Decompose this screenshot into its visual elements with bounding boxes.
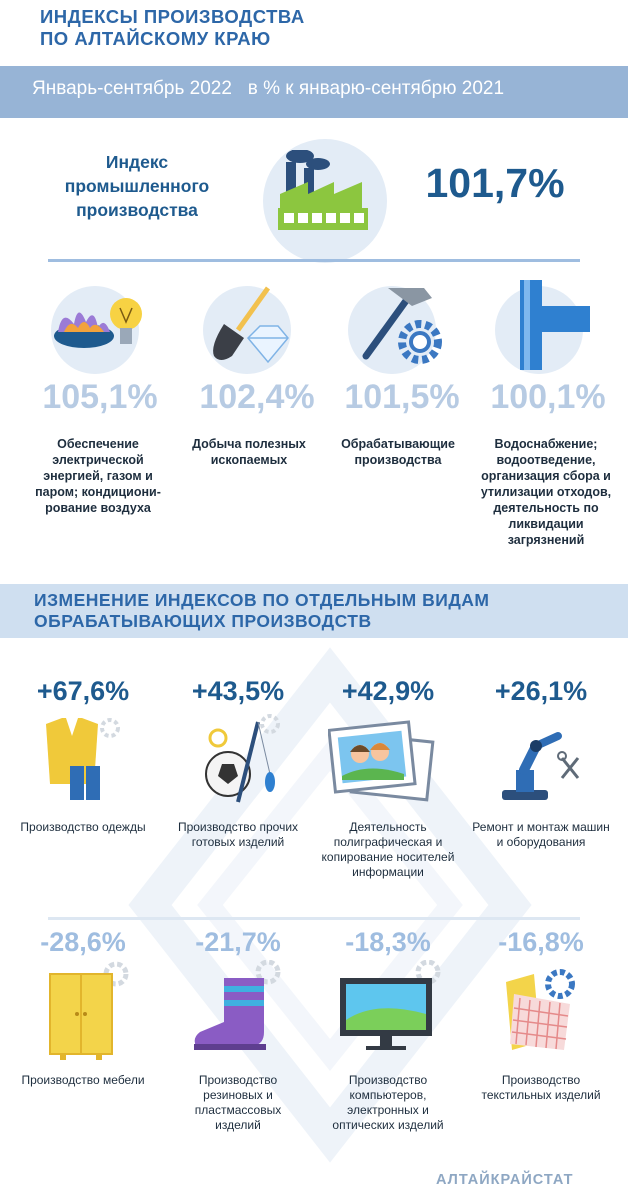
decrease-value: -21,7%: [195, 927, 281, 957]
industrial-index-label-line: производства: [76, 200, 198, 220]
section-label-line: Водоснабжение;: [494, 437, 598, 451]
robot-arm-icon: [496, 724, 588, 808]
decrease-label-line: электронных и: [347, 1103, 429, 1117]
increase-label-line: информации: [352, 865, 424, 879]
water-pipe-icon: [494, 280, 590, 370]
increase-label: [313, 820, 463, 880]
section-label: [174, 436, 324, 468]
section-label: [323, 436, 473, 468]
increase-value: +43,5%: [191, 676, 285, 706]
photo-print-icon: [328, 720, 438, 802]
increase-label-line: полиграфическая и: [333, 835, 443, 849]
increase-label-line: Ремонт и монтаж машин: [472, 820, 610, 834]
changes-title-line: ОБРАБАТЫВАЮЩИХ ПРОИЗВОДСТВ: [34, 611, 372, 631]
decrease-label-line: Производство: [501, 1073, 581, 1087]
increase-label-line: Деятельность: [349, 820, 427, 834]
section-label-line: энергией, газом и: [43, 469, 153, 483]
section-label-line: Обеспечение: [57, 437, 139, 451]
decrease-label: [8, 1073, 158, 1088]
decrease-label-line: пластмассовых: [194, 1103, 282, 1117]
section-label-line: Обрабатывающие: [341, 437, 455, 451]
section-label-line: загрязнений: [507, 533, 585, 547]
page-title: [40, 6, 305, 50]
decrease-label-line: изделий: [215, 1118, 261, 1132]
section-label-line: ликвидации: [508, 517, 584, 531]
decrease-label-line: Производство: [348, 1073, 428, 1087]
divider: [48, 917, 580, 920]
industrial-index-value: 101,7%: [425, 160, 565, 206]
changes-title: [34, 590, 490, 632]
textile-icon: [500, 964, 590, 1056]
decrease-label-line: компьютеров,: [349, 1088, 427, 1102]
increase-label-line: Производство прочих: [177, 820, 299, 834]
decrease-label: [313, 1073, 463, 1133]
decrease-label: [466, 1073, 616, 1103]
footer-brand: АЛТАЙКРАЙСТАТ: [436, 1172, 574, 1188]
increase-label: [8, 820, 158, 835]
increase-label-line: и оборудования: [496, 835, 586, 849]
section-value: 105,1%: [42, 378, 158, 416]
section-label-line: производства: [354, 453, 442, 467]
section-label-line: утилизации отходов,: [480, 485, 612, 499]
increase-label: [163, 820, 313, 850]
decrease-value: -18,3%: [345, 927, 431, 957]
wardrobe-icon: [44, 960, 134, 1064]
industrial-index-label: [52, 150, 222, 222]
decrease-value: -28,6%: [40, 927, 126, 957]
period-text: Январь-сентябрь 2022 в % к январю-сентябрю 2021: [32, 78, 505, 99]
section-label-line: Добыча полезных: [192, 437, 306, 451]
increase-label: [466, 820, 616, 850]
monitor-icon: [336, 960, 446, 1056]
decrease-label-line: Производство мебели: [21, 1073, 145, 1087]
decrease-label-line: резиновых и: [203, 1088, 273, 1102]
section-value: 101,5%: [344, 378, 460, 416]
ball-ring-fishing-icon: [200, 714, 292, 810]
shovel-diamond-icon: [198, 286, 294, 370]
increase-label-line: Производство одежды: [20, 820, 146, 834]
section-value: 100,1%: [490, 378, 606, 416]
title-line-1: ИНДЕКСЫ ПРОИЗВОДСТВА: [40, 6, 305, 27]
section-value: 102,4%: [199, 378, 315, 416]
section-label-line: паром; кондициони-: [35, 485, 161, 499]
clothing-icon: [38, 714, 128, 806]
decrease-label-line: оптических изделий: [332, 1118, 444, 1132]
industrial-index-label-line: промышленного: [64, 176, 210, 196]
hammer-gear-icon: [350, 284, 446, 370]
title-line-2: ПО АЛТАЙСКОМУ КРАЮ: [40, 28, 271, 49]
changes-title-line: ИЗМЕНЕНИЕ ИНДЕКСОВ ПО ОТДЕЛЬНЫМ ВИДАМ: [34, 590, 490, 610]
decrease-value: -16,8%: [498, 927, 584, 957]
section-label: [471, 436, 621, 548]
increase-label-line: готовых изделий: [191, 835, 285, 849]
increase-value: +26,1%: [494, 676, 588, 706]
section-label-line: деятельность по: [493, 501, 599, 515]
rubber-boot-icon: [188, 960, 288, 1056]
divider: [48, 259, 580, 262]
section-label-line: рование воздуха: [45, 501, 151, 515]
increase-value: +67,6%: [36, 676, 130, 706]
section-label-line: ископаемых: [210, 453, 288, 467]
section-label: [23, 436, 173, 516]
decrease-label-line: текстильных изделий: [481, 1088, 601, 1102]
gas-flame-bulb-icon: [48, 288, 144, 368]
industrial-index-label-line: Индекс: [105, 152, 169, 172]
decrease-label: [163, 1073, 313, 1133]
section-label-line: водоотведение,: [496, 453, 596, 467]
section-label-line: организация сбора и: [481, 469, 611, 483]
section-label-line: электрической: [52, 453, 144, 467]
factory-icon: [270, 150, 380, 250]
increase-value: +42,9%: [341, 676, 435, 706]
decrease-label-line: Производство: [198, 1073, 278, 1087]
increase-label-line: копирование носителей: [321, 850, 455, 864]
